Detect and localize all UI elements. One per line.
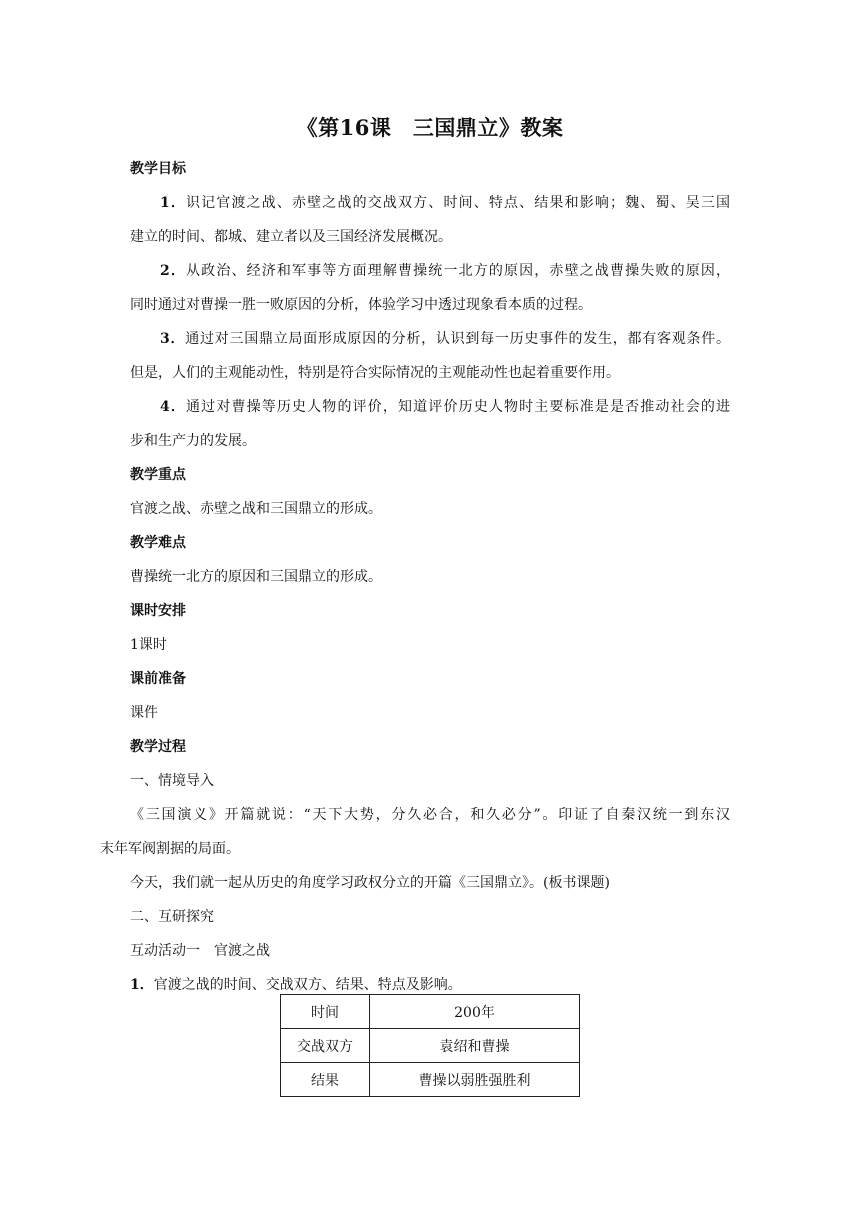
table-value-result: 曹操以弱胜强胜利: [370, 1063, 580, 1097]
preparation-text: 课件: [130, 705, 158, 721]
goal-4-number: 4．: [160, 399, 187, 415]
difficulties-text: 曹操统一北方的原因和三国鼎立的形成。: [130, 569, 382, 585]
heading-teaching-goals: 教学目标: [130, 161, 186, 177]
key-points-text: 官渡之战、赤壁之战和三国鼎立的形成。: [130, 501, 382, 517]
goal-4-line-1: [130, 390, 730, 424]
goal-1-line-1: [130, 186, 730, 220]
table-row: [281, 1063, 580, 1097]
document-body: [100, 152, 730, 1002]
table-value-time: 200年: [370, 995, 580, 1029]
schedule-text: 1课时: [130, 637, 167, 653]
question-1-number: 1．: [130, 977, 154, 993]
goal-1-number: 1．: [160, 195, 187, 211]
goal-2-text: 从政治、经济和军事等方面理解曹操统一北方的原因，赤壁之战曹操失败的原因，: [186, 263, 730, 279]
heading-difficulties: 教学难点: [130, 535, 186, 551]
heading-preparation: 课前准备: [130, 671, 186, 687]
goal-3-number: 3．: [160, 331, 186, 347]
goal-2-line-1: [130, 254, 730, 288]
goal-4-text: 通过对曹操等历史人物的评价，知道评价历史人物时主要标准是是否推动社会的进: [186, 399, 730, 415]
intro-line-2: 末年军阀割据的局面。: [100, 841, 240, 857]
goal-2-line-2: 同时通过对曹操一胜一败原因的分析，体验学习中透过现象看本质的过程。: [130, 297, 592, 313]
table-value-parties: 袁绍和曹操: [370, 1029, 580, 1063]
activity-1-title: 互动活动一 官渡之战: [130, 943, 270, 959]
goal-4-line-2: 步和生产力的发展。: [130, 433, 256, 449]
heading-process: 教学过程: [130, 739, 186, 755]
goal-1-text: 识记官渡之战、赤壁之战的交战双方、时间、特点、结果和影响；魏、蜀、吴三国: [186, 195, 730, 211]
section-1-title: 一、情境导入: [130, 773, 214, 789]
table-row: [281, 995, 580, 1029]
goal-3-line-1: [130, 322, 730, 356]
intro-line-1: 《三国演义》开篇就说：“天下大势，分久必合，和久必分”。印证了自秦汉统一到东汉: [130, 807, 730, 823]
section-2-title: 二、互研探究: [130, 909, 214, 925]
table-label-result: 结果: [281, 1063, 370, 1097]
heading-schedule: 课时安排: [130, 603, 186, 619]
goal-3-line-2: 但是，人们的主观能动性，特别是符合实际情况的主观能动性也起着重要作用。: [130, 365, 620, 381]
table-label-parties: 交战双方: [281, 1029, 370, 1063]
document-title: 《第16课 三国鼎立》教案: [296, 115, 564, 140]
guandu-battle-table: [280, 994, 580, 1097]
goal-2-number: 2．: [160, 263, 187, 279]
question-1-text: 官渡之战的时间、交战双方、结果、特点及影响。: [153, 977, 462, 993]
goal-1-line-2: 建立的时间、都城、建立者以及三国经济发展概况。: [130, 229, 452, 245]
goal-3-text: 通过对三国鼎立局面形成原因的分析，认识到每一历史事件的发生，都有客观条件。: [185, 331, 730, 347]
table-row: [281, 1029, 580, 1063]
heading-key-points: 教学重点: [130, 467, 186, 483]
table-label-time: 时间: [281, 995, 370, 1029]
intro-line-3: 今天，我们就一起从历史的角度学习政权分立的开篇《三国鼎立》。(板书课题): [130, 875, 610, 891]
